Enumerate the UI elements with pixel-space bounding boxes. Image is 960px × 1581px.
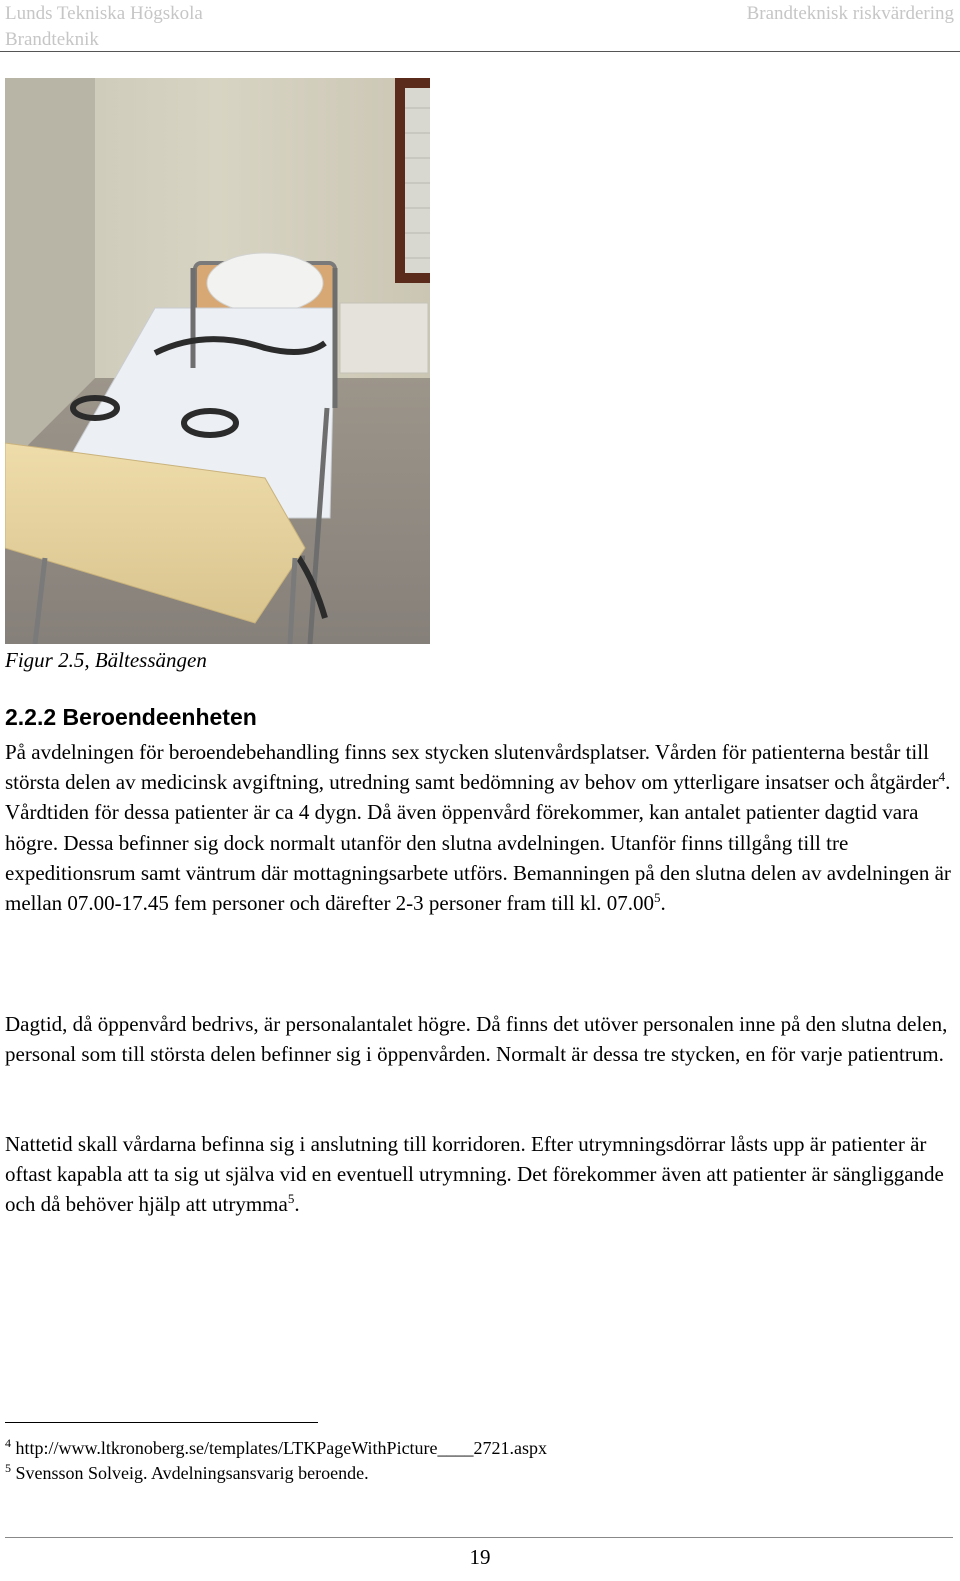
footer-rule: [5, 1537, 953, 1538]
paragraph-1: [5, 737, 955, 918]
footnote-4-number: 4: [5, 1436, 11, 1450]
footnote-5: [5, 1462, 369, 1484]
paragraph-1-text-a: På avdelningen för beroendebehandling finns sex stycken slutenvårdsplatser. Vården för patienterna består till största delen av medicinsk avgiftning, utredning samt bedömning av behov om ytterligare insatser och åtgärder: [5, 740, 939, 795]
header-department: Brandteknik: [5, 29, 99, 50]
footnote-ref-5-second: 5: [287, 1191, 295, 1207]
photo-illustration: [5, 78, 430, 644]
figure-photo-restraint-bed: [5, 78, 430, 644]
figure-caption: Figur 2.5, Bältessängen: [5, 648, 207, 672]
header-left: [5, 1, 203, 53]
paragraph-3-end: .: [294, 1192, 300, 1217]
paragraph-1-text-b: . Vårdtiden för dessa patienter är ca 4 dygn. Då även öppenvård förekommer, kan antalet patienter dagtid vara högre. Dessa befinner sig dock normalt utanför den slutna avdelningen. Utanför finns tillgång till tre expeditionsrum samt väntrum där mottagningsarbete utförs. Bemanningen på den slutna delen av avdelningen är mellan 07.00-17.45 fem personer och därefter 2-3 personer fram till kl. 07.00: [5, 770, 951, 916]
header-institution: Lunds Tekniska Högskola: [5, 3, 203, 24]
footnote-4-link[interactable]: http://www.ltkronoberg.se/templates/LTKPageWithPicture____2721.aspx: [15, 1438, 548, 1458]
footnote-ref-4: 4: [938, 769, 946, 785]
header-document-title: Brandteknisk riskvärdering: [746, 3, 954, 24]
footnote-separator: [5, 1422, 318, 1423]
paragraph-1-text-c: .: [660, 891, 666, 916]
footnote-5-number: 5: [5, 1461, 11, 1475]
paragraph-3: [5, 1129, 955, 1220]
paragraph-3-text: Nattetid skall vårdarna befinna sig i anslutning till korridoren. Efter utrymningsdörrar låsts upp är patienter är oftast kapabla att ta sig ut själva vid en eventuell utrymning. Det förekommer även att patienter är sängliggande och då behöver hjälp att utrymma: [5, 1132, 944, 1217]
paragraph-2: Dagtid, då öppenvård bedrivs, är personalantalet högre. Då finns det utöver personalen inne på den slutna delen, personal som till största delen befinner sig i öppenvården. Normalt är dessa tre stycken, en för varje patientrum.: [5, 1012, 948, 1067]
section-heading: 2.2.2 Beroendeenheten: [5, 704, 257, 730]
footnote-ref-5: 5: [654, 890, 661, 906]
page-header: [0, 0, 960, 52]
footnote-4: [5, 1437, 547, 1459]
footnote-5-text: Svensson Solveig. Avdelningsansvarig beroende.: [15, 1463, 369, 1483]
page-number: 19: [469, 1545, 491, 1569]
